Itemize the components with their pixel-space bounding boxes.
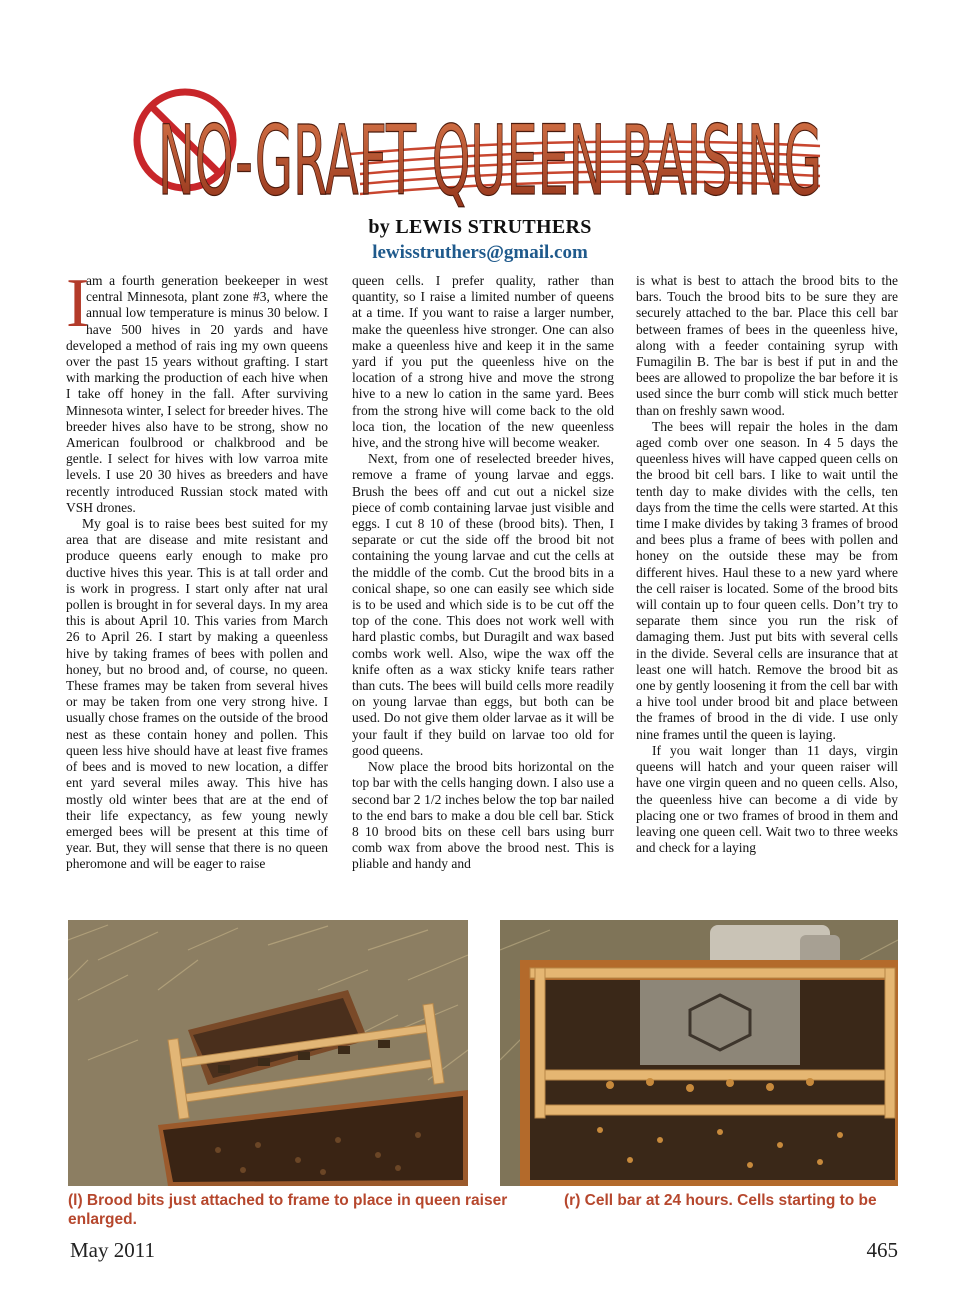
byline (0, 214, 960, 266)
title-banner (130, 62, 830, 212)
article-column-2 (352, 273, 614, 905)
paragraph: My goal is to raise bees best suited for my area that are disease and mite resistant and produce queens early enough to make pro ductive hives this year. This is at tall order and is work in progress. I start only after nat ural pollen is brought in for several days. In my area this is about April 10. This varies from March 26 to April 26. I start by making a queenless hive by taking frames of bees with pollen and honey, but no brood and, of course, no queen. These frames may be taken from several hives or may be taken from one very strong hive. I usually chose frames on the outside of the brood nest as these contain honey and pollen. This queen less hive should have at least five frames of bees and is moved to new location, a differ ent yard several miles away. This hive has mostly old winter bees that are at the end of their life expectancy, as few young newly emerged bees will be present at this time of year. But, they will sense that there is no queen pheromone and will be eager to raise (66, 516, 328, 872)
paragraph-text: am a fourth generation beekeeper in west central Minnesota, plant zone #3, where the annual low temperature is minus 30 below. I have 500 hives in 20 yards and have developed a method of rais ing my own queens over the past 15 years without grafting. I start with marking the production of each hive when I take off honey in the fall. After surviving Minnesota winter, I select for breeder hives. The breeder hives also have to be strong, show no American foulbrood or chalkbrood and be gentle. I select for hives with low varroa mite levels. I use 20 30 hives as breeders and have recently introduced Russian stock mated with VSH drones. (66, 273, 328, 515)
page-number: 465 (866, 1238, 898, 1262)
article-column-1 (66, 273, 328, 905)
article-column-3 (636, 273, 898, 905)
paragraph: queen cells. I prefer quality, rather than quantity, so I raise a limited number of queens at a time. If you want to raise a larger number, make the queenless hive stronger. One can also make a queenless hive and keep it in the same yard if you put the queenless hive on the location of a strong hive and move the strong hive to a new lo cation in the same yard. Bees from the strong hive will come back to the old loca tion, the location of the new queenless hive, and the strong hive will become weaker. (352, 273, 614, 451)
photo-cell-bar (500, 920, 898, 1186)
page-title: No-Graft Queen Raising (158, 105, 822, 212)
paragraph: Next, from one of reselected breeder hives, remove a frame of young larvae and eggs. Brush the bees off and cut out a nickel size piece of comb containing larvae just visible and eggs. I cut 8 10 of these (brood bits). Then, I separate or cut the side off the brood bit not containing the young larvae and cut the cells at the middle of the comb. Cut the brood bits in a conical shape, so one can easily see which side is to be used and which side is to be cut off the top of the cone. This does not work well with hard plastic combs, but Duragilt and wax based combs work well. Also, wipe the wax off the knife often as a wax sticky knife tears rather than cuts. The bees will build cells more readily on young larvae than eggs, but both can be used. Do not give them older larvae as it will be your fault if they build on larvae too old for good queens. (352, 451, 614, 758)
paragraph: Now place the brood bits horizontal on the top bar with the cells hanging down. I also use a second bar 2 1/2 inches below the top bar nailed to the end bars to make a dou ble cell bar. Stick 8 10 brood bits on these cell bars using burr comb wax from above the brood nest. This is pliable and handy and (352, 759, 614, 872)
paragraph (66, 273, 328, 516)
drop-cap: I (66, 273, 90, 342)
paragraph: The bees will repair the holes in the dam aged comb over one season. In 4 5 days the queenless hives will have capped queen cells on the brood bit cell bars. I like to wait until the tenth day to make divides with the cells, ten days from the time the cells were started. At this time I make divides by taking 3 frames of brood and bees plus a frame of bees with pollen and honey on the outside these may be from different hives. Haul these to a new yard where the cell raiser is located. Some of the brood bits will contain up to four queen cells. Don’t try to separate them since you run the risk of damaging them. Just put bits with several cells in the divide. Several cells are insurance that at least one will hatch. Remove the brood bit as one by gently loosening it from the cell bar with a hive tool under brood bit and place between the frames of brood in the di vide. I use only nine frames until the queen is laying. (636, 418, 898, 742)
paragraph: If you wait longer than 11 days, virgin queens will hatch and your queen raiser will have one virgin queen and no queen cells. Also, the queenless hive can become a di vide by placing one or two frames of brood in them and leaving one queen cell. Wait two to three weeks and check for a laying (636, 742, 898, 856)
photo-brood-bits-frame (68, 920, 468, 1186)
photo-caption-right: (r) Cell bar at 24 hours. Cells starting to be (564, 1192, 877, 1209)
author-email-link[interactable]: lewisstruthers@gmail.com (372, 242, 588, 263)
title-banner-art (130, 62, 830, 212)
issue-date: May 2011 (70, 1238, 155, 1262)
photo-caption-left: (l) Brood bits just attached to frame to place in queen raiser enlarged. (68, 1192, 508, 1228)
paragraph: is what is best to attach the brood bits to the bars. Touch the brood bits to be sure they are securely attached to the bar. Place this cell bar between frames of bees in the queenless hive, along with a feeder containing syrup with Fumagilin B. The bar is best if put in and the bees are allowed to propolize the bar before it is used since the burr comb will stick much better than on freshly sawn wood. (636, 273, 898, 418)
author-name: by LEWIS STRUTHERS (368, 216, 592, 238)
